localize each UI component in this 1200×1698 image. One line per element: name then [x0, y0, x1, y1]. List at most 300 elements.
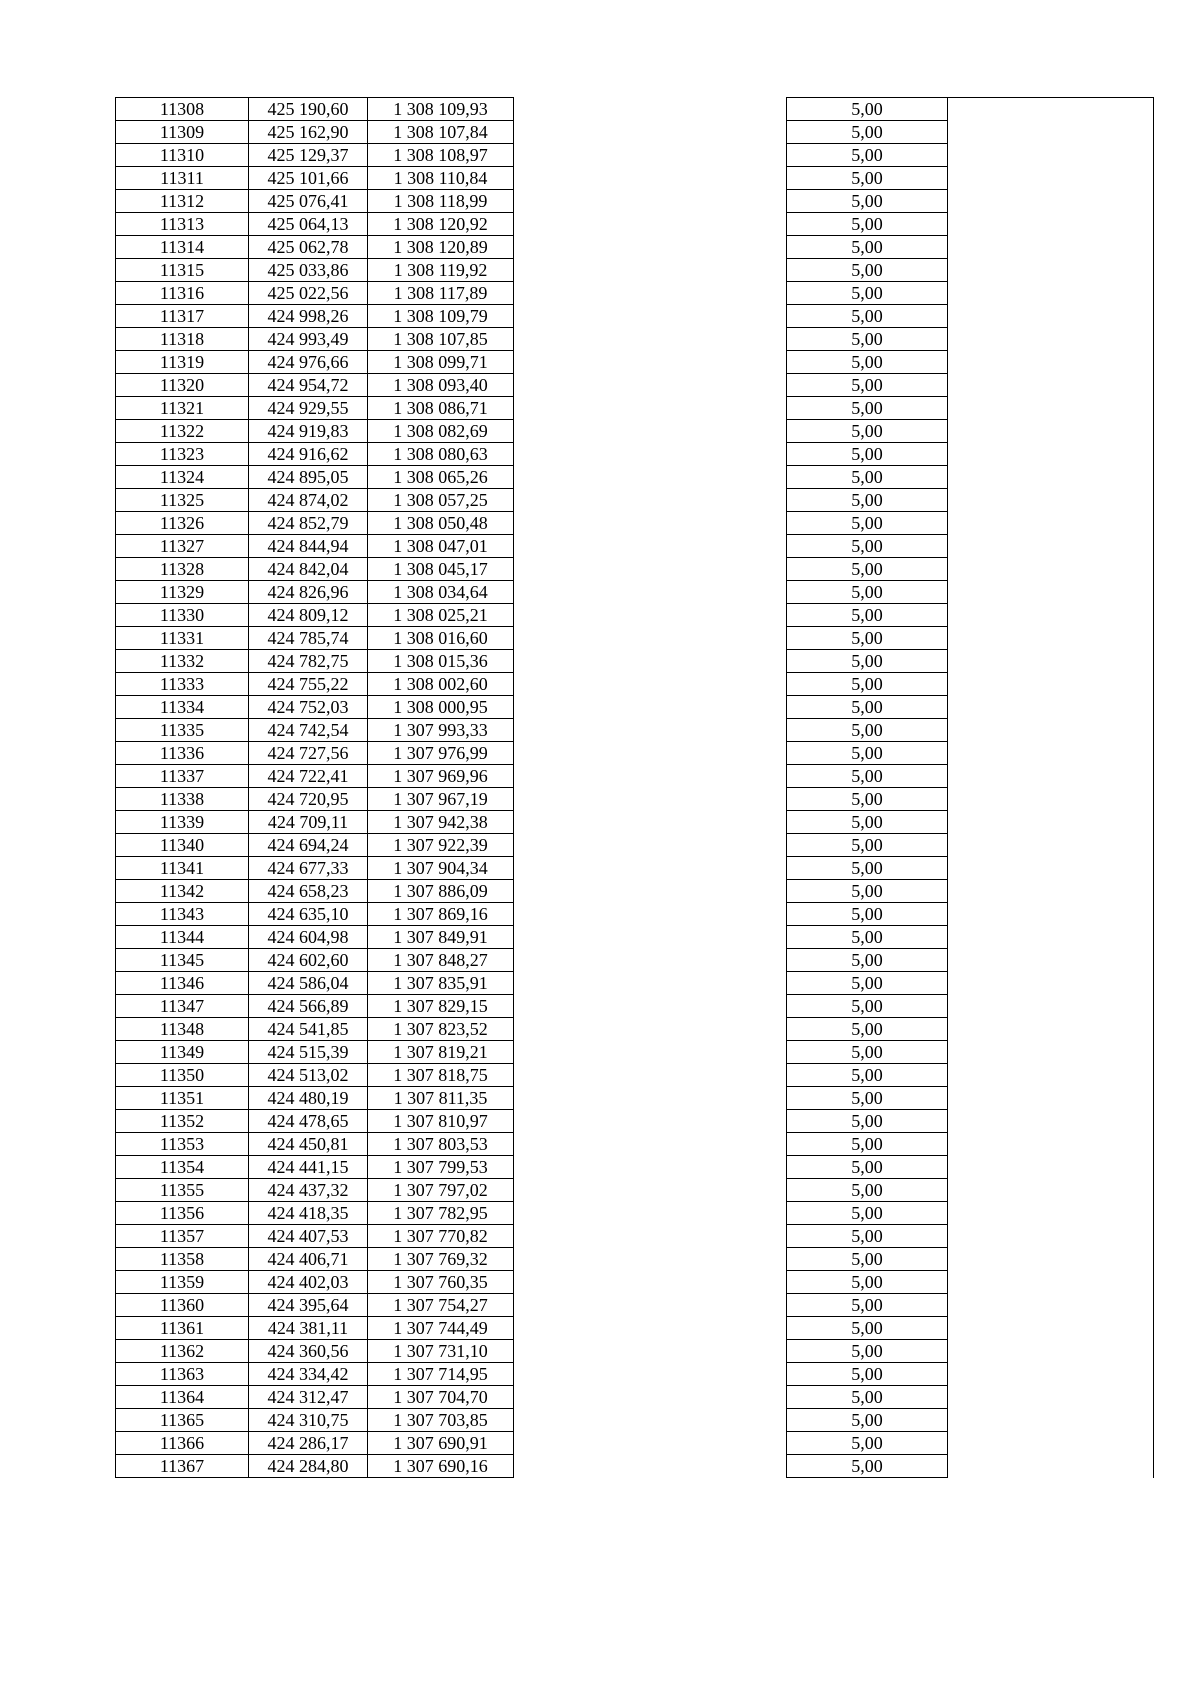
- point-number-cell: 11360: [116, 1294, 249, 1317]
- x-coordinate-cell: 424 722,41: [249, 765, 368, 788]
- table-row: [116, 1386, 1154, 1409]
- x-coordinate-cell: 424 450,81: [249, 1133, 368, 1156]
- y-coordinate-cell: 1 308 082,69: [368, 420, 514, 443]
- value-cell: 5,00: [787, 98, 948, 121]
- x-coordinate-cell: 424 919,83: [249, 420, 368, 443]
- empty-cell: [948, 719, 1154, 742]
- empty-cell: [514, 144, 787, 167]
- empty-cell: [948, 1018, 1154, 1041]
- empty-cell: [948, 305, 1154, 328]
- empty-cell: [514, 512, 787, 535]
- point-number-cell: 11351: [116, 1087, 249, 1110]
- point-number-cell: 11352: [116, 1110, 249, 1133]
- empty-cell: [514, 535, 787, 558]
- table-row: [116, 788, 1154, 811]
- empty-cell: [948, 1363, 1154, 1386]
- x-coordinate-cell: 425 062,78: [249, 236, 368, 259]
- table-row: [116, 282, 1154, 305]
- empty-cell: [948, 995, 1154, 1018]
- value-cell: 5,00: [787, 765, 948, 788]
- y-coordinate-cell: 1 307 704,70: [368, 1386, 514, 1409]
- value-cell: 5,00: [787, 1294, 948, 1317]
- empty-cell: [514, 1409, 787, 1432]
- point-number-cell: 11313: [116, 213, 249, 236]
- empty-cell: [514, 489, 787, 512]
- table-row: [116, 650, 1154, 673]
- value-cell: 5,00: [787, 627, 948, 650]
- empty-cell: [514, 259, 787, 282]
- value-cell: 5,00: [787, 1087, 948, 1110]
- point-number-cell: 11359: [116, 1271, 249, 1294]
- value-cell: 5,00: [787, 512, 948, 535]
- y-coordinate-cell: 1 307 967,19: [368, 788, 514, 811]
- empty-cell: [948, 1087, 1154, 1110]
- empty-cell: [948, 650, 1154, 673]
- value-cell: 5,00: [787, 1317, 948, 1340]
- value-cell: 5,00: [787, 1225, 948, 1248]
- y-coordinate-cell: 1 307 819,21: [368, 1041, 514, 1064]
- empty-cell: [514, 1133, 787, 1156]
- value-cell: 5,00: [787, 1041, 948, 1064]
- empty-cell: [948, 1409, 1154, 1432]
- point-number-cell: 11346: [116, 972, 249, 995]
- value-cell: 5,00: [787, 1018, 948, 1041]
- x-coordinate-cell: 424 954,72: [249, 374, 368, 397]
- y-coordinate-cell: 1 307 942,38: [368, 811, 514, 834]
- table-row: [116, 236, 1154, 259]
- y-coordinate-cell: 1 307 904,34: [368, 857, 514, 880]
- y-coordinate-cell: 1 307 797,02: [368, 1179, 514, 1202]
- x-coordinate-cell: 424 406,71: [249, 1248, 368, 1271]
- point-number-cell: 11363: [116, 1363, 249, 1386]
- y-coordinate-cell: 1 307 869,16: [368, 903, 514, 926]
- empty-cell: [948, 1386, 1154, 1409]
- x-coordinate-cell: 424 635,10: [249, 903, 368, 926]
- empty-cell: [514, 397, 787, 420]
- table-row: [116, 995, 1154, 1018]
- x-coordinate-cell: 424 752,03: [249, 696, 368, 719]
- y-coordinate-cell: 1 307 922,39: [368, 834, 514, 857]
- y-coordinate-cell: 1 308 050,48: [368, 512, 514, 535]
- x-coordinate-cell: 424 602,60: [249, 949, 368, 972]
- y-coordinate-cell: 1 307 823,52: [368, 1018, 514, 1041]
- empty-cell: [514, 190, 787, 213]
- y-coordinate-cell: 1 307 803,53: [368, 1133, 514, 1156]
- empty-cell: [514, 1087, 787, 1110]
- value-cell: 5,00: [787, 1271, 948, 1294]
- x-coordinate-cell: 424 727,56: [249, 742, 368, 765]
- empty-cell: [948, 1110, 1154, 1133]
- value-cell: 5,00: [787, 121, 948, 144]
- empty-cell: [514, 972, 787, 995]
- table-row: [116, 1363, 1154, 1386]
- point-number-cell: 11321: [116, 397, 249, 420]
- empty-cell: [948, 926, 1154, 949]
- empty-cell: [514, 305, 787, 328]
- empty-cell: [514, 374, 787, 397]
- empty-cell: [948, 581, 1154, 604]
- empty-cell: [514, 1225, 787, 1248]
- empty-cell: [514, 167, 787, 190]
- y-coordinate-cell: 1 308 093,40: [368, 374, 514, 397]
- empty-cell: [948, 857, 1154, 880]
- point-number-cell: 11324: [116, 466, 249, 489]
- table-row: [116, 1225, 1154, 1248]
- point-number-cell: 11318: [116, 328, 249, 351]
- x-coordinate-cell: 425 064,13: [249, 213, 368, 236]
- empty-cell: [948, 1294, 1154, 1317]
- point-number-cell: 11312: [116, 190, 249, 213]
- y-coordinate-cell: 1 308 109,93: [368, 98, 514, 121]
- y-coordinate-cell: 1 308 047,01: [368, 535, 514, 558]
- empty-cell: [948, 673, 1154, 696]
- x-coordinate-cell: 424 586,04: [249, 972, 368, 995]
- x-coordinate-cell: 424 993,49: [249, 328, 368, 351]
- empty-cell: [514, 1110, 787, 1133]
- table-row: [116, 581, 1154, 604]
- y-coordinate-cell: 1 307 810,97: [368, 1110, 514, 1133]
- empty-cell: [514, 811, 787, 834]
- empty-cell: [514, 995, 787, 1018]
- value-cell: 5,00: [787, 397, 948, 420]
- y-coordinate-cell: 1 307 769,32: [368, 1248, 514, 1271]
- empty-cell: [514, 328, 787, 351]
- table-row: [116, 1041, 1154, 1064]
- point-number-cell: 11310: [116, 144, 249, 167]
- value-cell: 5,00: [787, 811, 948, 834]
- y-coordinate-cell: 1 307 731,10: [368, 1340, 514, 1363]
- point-number-cell: 11309: [116, 121, 249, 144]
- empty-cell: [948, 167, 1154, 190]
- value-cell: 5,00: [787, 834, 948, 857]
- point-number-cell: 11366: [116, 1432, 249, 1455]
- y-coordinate-cell: 1 308 099,71: [368, 351, 514, 374]
- x-coordinate-cell: 424 742,54: [249, 719, 368, 742]
- empty-cell: [514, 719, 787, 742]
- point-number-cell: 11319: [116, 351, 249, 374]
- point-number-cell: 11322: [116, 420, 249, 443]
- empty-cell: [948, 512, 1154, 535]
- value-cell: 5,00: [787, 305, 948, 328]
- y-coordinate-cell: 1 307 886,09: [368, 880, 514, 903]
- empty-cell: [948, 489, 1154, 512]
- x-coordinate-cell: 424 515,39: [249, 1041, 368, 1064]
- table-row: [116, 604, 1154, 627]
- value-cell: 5,00: [787, 1363, 948, 1386]
- x-coordinate-cell: 424 310,75: [249, 1409, 368, 1432]
- value-cell: 5,00: [787, 351, 948, 374]
- point-number-cell: 11348: [116, 1018, 249, 1041]
- empty-cell: [948, 696, 1154, 719]
- empty-cell: [948, 98, 1154, 121]
- value-cell: 5,00: [787, 719, 948, 742]
- x-coordinate-cell: 424 418,35: [249, 1202, 368, 1225]
- point-number-cell: 11353: [116, 1133, 249, 1156]
- empty-cell: [948, 1133, 1154, 1156]
- x-coordinate-cell: 424 334,42: [249, 1363, 368, 1386]
- empty-cell: [948, 880, 1154, 903]
- point-number-cell: 11339: [116, 811, 249, 834]
- coordinates-table: [115, 97, 1154, 1478]
- x-coordinate-cell: 424 826,96: [249, 581, 368, 604]
- empty-cell: [514, 650, 787, 673]
- value-cell: 5,00: [787, 857, 948, 880]
- x-coordinate-cell: 424 480,19: [249, 1087, 368, 1110]
- table-row: [116, 259, 1154, 282]
- y-coordinate-cell: 1 308 107,84: [368, 121, 514, 144]
- point-number-cell: 11335: [116, 719, 249, 742]
- y-coordinate-cell: 1 307 848,27: [368, 949, 514, 972]
- value-cell: 5,00: [787, 259, 948, 282]
- y-coordinate-cell: 1 308 034,64: [368, 581, 514, 604]
- value-cell: 5,00: [787, 1340, 948, 1363]
- table-row: [116, 1087, 1154, 1110]
- x-coordinate-cell: 424 658,23: [249, 880, 368, 903]
- value-cell: 5,00: [787, 535, 948, 558]
- y-coordinate-cell: 1 307 770,82: [368, 1225, 514, 1248]
- empty-cell: [948, 1225, 1154, 1248]
- empty-cell: [514, 466, 787, 489]
- value-cell: 5,00: [787, 1455, 948, 1478]
- empty-cell: [514, 1386, 787, 1409]
- value-cell: 5,00: [787, 1110, 948, 1133]
- value-cell: 5,00: [787, 213, 948, 236]
- x-coordinate-cell: 424 916,62: [249, 443, 368, 466]
- point-number-cell: 11337: [116, 765, 249, 788]
- y-coordinate-cell: 1 307 849,91: [368, 926, 514, 949]
- x-coordinate-cell: 424 284,80: [249, 1455, 368, 1478]
- empty-cell: [948, 558, 1154, 581]
- y-coordinate-cell: 1 307 829,15: [368, 995, 514, 1018]
- x-coordinate-cell: 424 402,03: [249, 1271, 368, 1294]
- value-cell: 5,00: [787, 742, 948, 765]
- y-coordinate-cell: 1 308 015,36: [368, 650, 514, 673]
- point-number-cell: 11350: [116, 1064, 249, 1087]
- point-number-cell: 11328: [116, 558, 249, 581]
- y-coordinate-cell: 1 308 080,63: [368, 443, 514, 466]
- value-cell: 5,00: [787, 1386, 948, 1409]
- point-number-cell: 11323: [116, 443, 249, 466]
- empty-cell: [948, 374, 1154, 397]
- point-number-cell: 11362: [116, 1340, 249, 1363]
- empty-cell: [514, 1455, 787, 1478]
- empty-cell: [948, 1455, 1154, 1478]
- y-coordinate-cell: 1 307 799,53: [368, 1156, 514, 1179]
- point-number-cell: 11355: [116, 1179, 249, 1202]
- x-coordinate-cell: 425 190,60: [249, 98, 368, 121]
- value-cell: 5,00: [787, 903, 948, 926]
- empty-cell: [948, 1271, 1154, 1294]
- table-row: [116, 1202, 1154, 1225]
- point-number-cell: 11330: [116, 604, 249, 627]
- x-coordinate-cell: 424 513,02: [249, 1064, 368, 1087]
- value-cell: 5,00: [787, 282, 948, 305]
- empty-cell: [948, 742, 1154, 765]
- empty-cell: [514, 282, 787, 305]
- empty-cell: [948, 949, 1154, 972]
- x-coordinate-cell: 424 852,79: [249, 512, 368, 535]
- table-row: [116, 1110, 1154, 1133]
- table-row: [116, 121, 1154, 144]
- table-row: [116, 1133, 1154, 1156]
- table-row: [116, 420, 1154, 443]
- empty-cell: [948, 466, 1154, 489]
- point-number-cell: 11316: [116, 282, 249, 305]
- table-row: [116, 926, 1154, 949]
- point-number-cell: 11365: [116, 1409, 249, 1432]
- empty-cell: [948, 213, 1154, 236]
- empty-cell: [948, 972, 1154, 995]
- x-coordinate-cell: 424 312,47: [249, 1386, 368, 1409]
- value-cell: 5,00: [787, 144, 948, 167]
- empty-cell: [948, 788, 1154, 811]
- point-number-cell: 11317: [116, 305, 249, 328]
- table-row: [116, 213, 1154, 236]
- table-row: [116, 167, 1154, 190]
- empty-cell: [514, 673, 787, 696]
- x-coordinate-cell: 424 782,75: [249, 650, 368, 673]
- empty-cell: [514, 98, 787, 121]
- point-number-cell: 11356: [116, 1202, 249, 1225]
- table-row: [116, 1455, 1154, 1478]
- y-coordinate-cell: 1 307 690,16: [368, 1455, 514, 1478]
- x-coordinate-cell: 424 677,33: [249, 857, 368, 880]
- point-number-cell: 11364: [116, 1386, 249, 1409]
- point-number-cell: 11326: [116, 512, 249, 535]
- x-coordinate-cell: 424 566,89: [249, 995, 368, 1018]
- empty-cell: [514, 1294, 787, 1317]
- table-row: [116, 1432, 1154, 1455]
- y-coordinate-cell: 1 307 754,27: [368, 1294, 514, 1317]
- table-row: [116, 1409, 1154, 1432]
- empty-cell: [514, 949, 787, 972]
- empty-cell: [948, 236, 1154, 259]
- value-cell: 5,00: [787, 1179, 948, 1202]
- x-coordinate-cell: 424 604,98: [249, 926, 368, 949]
- table-row: [116, 443, 1154, 466]
- point-number-cell: 11341: [116, 857, 249, 880]
- empty-cell: [948, 144, 1154, 167]
- empty-cell: [514, 926, 787, 949]
- table-row: [116, 1156, 1154, 1179]
- empty-cell: [948, 397, 1154, 420]
- value-cell: 5,00: [787, 489, 948, 512]
- value-cell: 5,00: [787, 1202, 948, 1225]
- table-row: [116, 328, 1154, 351]
- value-cell: 5,00: [787, 788, 948, 811]
- empty-cell: [514, 788, 787, 811]
- x-coordinate-cell: 424 929,55: [249, 397, 368, 420]
- value-cell: 5,00: [787, 581, 948, 604]
- point-number-cell: 11338: [116, 788, 249, 811]
- y-coordinate-cell: 1 307 993,33: [368, 719, 514, 742]
- empty-cell: [514, 1018, 787, 1041]
- table-row: [116, 765, 1154, 788]
- empty-cell: [948, 604, 1154, 627]
- x-coordinate-cell: 425 076,41: [249, 190, 368, 213]
- empty-cell: [948, 443, 1154, 466]
- empty-cell: [948, 351, 1154, 374]
- y-coordinate-cell: 1 307 969,96: [368, 765, 514, 788]
- table-row: [116, 972, 1154, 995]
- x-coordinate-cell: 425 162,90: [249, 121, 368, 144]
- empty-cell: [948, 1202, 1154, 1225]
- value-cell: 5,00: [787, 1133, 948, 1156]
- point-number-cell: 11327: [116, 535, 249, 558]
- x-coordinate-cell: 424 360,56: [249, 1340, 368, 1363]
- x-coordinate-cell: 424 842,04: [249, 558, 368, 581]
- value-cell: 5,00: [787, 696, 948, 719]
- y-coordinate-cell: 1 308 057,25: [368, 489, 514, 512]
- point-number-cell: 11343: [116, 903, 249, 926]
- empty-cell: [514, 1317, 787, 1340]
- value-cell: 5,00: [787, 880, 948, 903]
- empty-cell: [514, 604, 787, 627]
- x-coordinate-cell: 425 022,56: [249, 282, 368, 305]
- empty-cell: [948, 1432, 1154, 1455]
- y-coordinate-cell: 1 308 107,85: [368, 328, 514, 351]
- empty-cell: [948, 259, 1154, 282]
- value-cell: 5,00: [787, 167, 948, 190]
- y-coordinate-cell: 1 307 782,95: [368, 1202, 514, 1225]
- x-coordinate-cell: 424 895,05: [249, 466, 368, 489]
- point-number-cell: 11367: [116, 1455, 249, 1478]
- table-row: [116, 535, 1154, 558]
- table-row: [116, 374, 1154, 397]
- point-number-cell: 11333: [116, 673, 249, 696]
- empty-cell: [514, 1041, 787, 1064]
- table-row: [116, 98, 1154, 121]
- table-row: [116, 1317, 1154, 1340]
- y-coordinate-cell: 1 308 086,71: [368, 397, 514, 420]
- x-coordinate-cell: 424 395,64: [249, 1294, 368, 1317]
- y-coordinate-cell: 1 308 108,97: [368, 144, 514, 167]
- point-number-cell: 11331: [116, 627, 249, 650]
- empty-cell: [948, 1248, 1154, 1271]
- empty-cell: [948, 190, 1154, 213]
- value-cell: 5,00: [787, 673, 948, 696]
- x-coordinate-cell: 424 381,11: [249, 1317, 368, 1340]
- empty-cell: [514, 443, 787, 466]
- coordinates-table-body: [116, 98, 1154, 1478]
- x-coordinate-cell: 424 976,66: [249, 351, 368, 374]
- empty-cell: [514, 1064, 787, 1087]
- x-coordinate-cell: 425 129,37: [249, 144, 368, 167]
- x-coordinate-cell: 424 437,32: [249, 1179, 368, 1202]
- y-coordinate-cell: 1 308 120,89: [368, 236, 514, 259]
- value-cell: 5,00: [787, 926, 948, 949]
- empty-cell: [948, 834, 1154, 857]
- table-row: [116, 742, 1154, 765]
- y-coordinate-cell: 1 307 760,35: [368, 1271, 514, 1294]
- x-coordinate-cell: 424 755,22: [249, 673, 368, 696]
- empty-cell: [514, 1248, 787, 1271]
- value-cell: 5,00: [787, 328, 948, 351]
- y-coordinate-cell: 1 307 835,91: [368, 972, 514, 995]
- y-coordinate-cell: 1 308 045,17: [368, 558, 514, 581]
- table-row: [116, 489, 1154, 512]
- empty-cell: [948, 1064, 1154, 1087]
- value-cell: 5,00: [787, 1248, 948, 1271]
- x-coordinate-cell: 424 998,26: [249, 305, 368, 328]
- table-row: [116, 627, 1154, 650]
- empty-cell: [514, 558, 787, 581]
- empty-cell: [514, 696, 787, 719]
- table-row: [116, 144, 1154, 167]
- table-row: [116, 558, 1154, 581]
- value-cell: 5,00: [787, 650, 948, 673]
- x-coordinate-cell: 424 694,24: [249, 834, 368, 857]
